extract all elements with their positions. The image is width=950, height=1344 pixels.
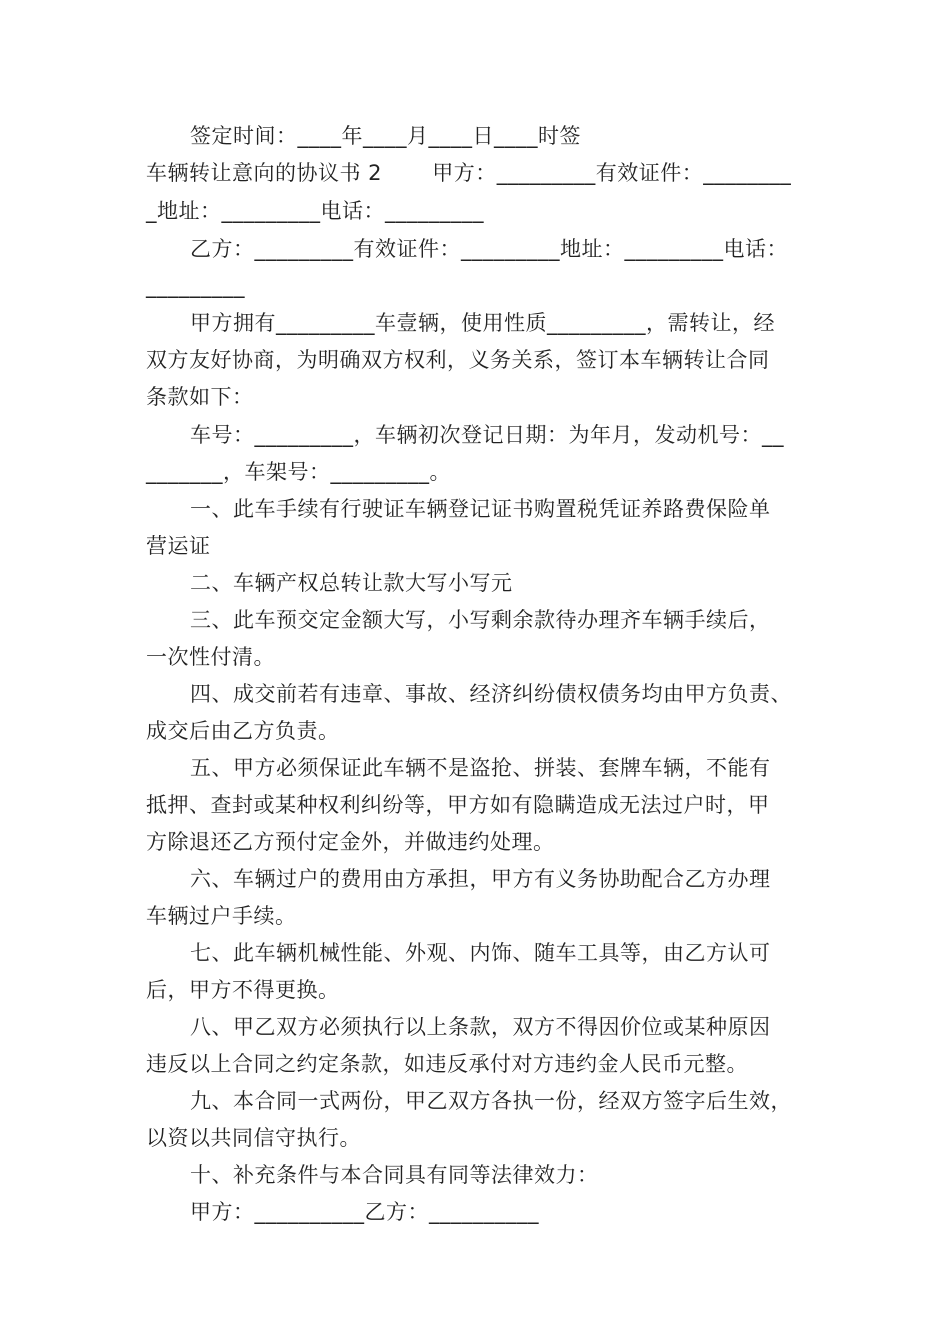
clause-5: 五、甲方必须保证此车辆不是盗抢、拼装、套牌车辆，不能有 [190,756,771,780]
vehicle-info-line: 车号：_________，车辆初次登记日期：为年月，发动机号：__ [190,423,784,447]
clause-7: 七、此车辆机械性能、外观、内饰、随车工具等，由乙方认可 [190,941,771,965]
clause-10: 十、补充条件与本合同具有同等法律效力： [190,1163,599,1187]
clause-5-cont: 抵押、查封或某种权利纠纷等，甲方如有隐瞒造成无法过户时，甲 [146,793,770,817]
clause-7-cont: 后，甲方不得更换。 [146,978,340,1002]
clause-6: 六、车辆过户的费用由方承担，甲方有义务协助配合乙方办理 [190,867,771,891]
clause-9-cont: 以资以共同信守执行。 [146,1126,361,1150]
agreement-title-line: 车辆转让意向的协议书 2 甲方：_________有效证件：________ [146,161,792,185]
clause-1: 一、此车手续有行驶证车辆登记证书购置税凭证养路费保险单 [190,497,771,521]
signature-line: 甲方：__________乙方：__________ [190,1200,539,1224]
clause-5-cont: 方除退还乙方预付定金外，并做违约处理。 [146,830,555,854]
party-a-address-line: _地址：_________电话：_________ [146,199,484,223]
party-b-phone-line: _________ [146,274,245,298]
clause-9: 九、本合同一式两份，甲乙双方各执一份，经双方签字后生效， [190,1089,792,1113]
paragraph-line: 条款如下： [146,385,254,409]
paragraph-line: 双方友好协商，为明确双方权利，义务关系，签订本车辆转让合同 [146,348,770,372]
party-b-line: 乙方：_________有效证件：_________地址：_________电话： [190,237,788,261]
clause-6-cont: 车辆过户手续。 [146,904,297,928]
clause-8: 八、甲乙双方必须执行以上条款，双方不得因价位或某种原因 [190,1015,771,1039]
clause-3-cont: 一次性付清。 [146,645,275,669]
clause-4: 四、成交前若有违章、事故、经济纠纷债权债务均由甲方负责、 [190,682,792,706]
clause-8-cont: 违反以上合同之约定条款，如违反承付对方违约金人民币元整。 [146,1052,748,1076]
vehicle-info-line: _______，车架号：_________。 [146,460,451,484]
paragraph-line: 甲方拥有_________车壹辆，使用性质_________，需转让，经 [190,311,775,335]
clause-1-cont: 营运证 [146,534,211,558]
clause-4-cont: 成交后由乙方负责。 [146,719,340,743]
clause-3: 三、此车预交定金额大写，小写剩余款待办理齐车辆手续后， [190,608,771,632]
clause-2: 二、车辆产权总转让款大写小写元 [190,571,513,595]
signing-time-line: 签定时间：____年____月____日____时签 [190,124,581,148]
